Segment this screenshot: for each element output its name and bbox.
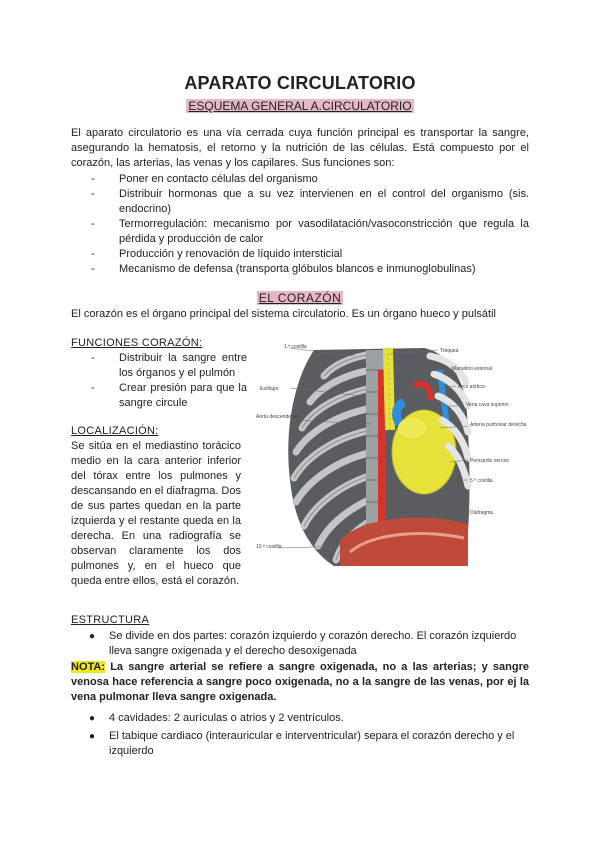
functions-list	[91, 172, 529, 277]
label-left-bottom: 10.ª costilla	[256, 544, 282, 550]
label-left-top: 1.ª costilla	[284, 344, 307, 350]
label-right7: 5.ª costilla	[470, 478, 493, 484]
heart-functions-list	[91, 351, 247, 411]
list-item: - Crear presión para que la sangre circule	[91, 382, 247, 409]
page-title: APARATO CIRCULATORIO	[184, 73, 416, 93]
list-item: - Poner en contacto células del organismo	[91, 173, 318, 185]
list-item: ● 4 cavidades: 2 aurículas o atrios y 2 ventrículos.	[89, 712, 344, 724]
note-text: La sangre arterial se refiere a sangre oxigenada, no a las arterias; y sangre venosa hace referencia a sangre poco oxigenada, no a la sangre de las venas, por ej la vena pulmonar lleva sangre oxigenada.	[71, 661, 529, 703]
label-left-mid1: Esófago	[260, 386, 279, 392]
structure-heading: ESTRUCTURA	[71, 614, 150, 626]
label-right8: Diafragma	[470, 510, 494, 516]
thorax-illustration-svg	[254, 340, 536, 572]
structure-list-1	[89, 629, 529, 659]
thorax-heart-illustration	[254, 340, 536, 572]
label-left-mid2: Aorta descendente	[256, 414, 298, 420]
heart-heading: EL CORAZÓN	[258, 291, 342, 305]
intro-paragraph: El aparato circulatorio es una vía cerrada cuya función principal es transportar la sangre, asegurando la hematosis, el retorno y la nutrición de las células. Está compuesto por el corazón, las arterias, las venas y los capilares. Sus funciones son:	[71, 127, 529, 169]
list-item: - Distribuir hormonas que a su vez intervienen en el control del organismo (sis. endocrino)	[91, 188, 529, 215]
label-right6: Pericardio seroso	[470, 458, 509, 464]
list-item: ● Se divide en dos partes: corazón izquierdo y corazón derecho. El corazón izquierdo lleva sangre oxigenada y el derecho desoxigenada	[89, 630, 517, 657]
location-heading: LOCALIZACIÓN:	[71, 425, 159, 437]
heart-intro: El corazón es el órgano principal del sistema circulatorio. Es un órgano hueco y pulsátil	[71, 308, 496, 320]
note-label: NOTA:	[71, 661, 106, 673]
structure-list-2	[89, 711, 529, 759]
list-item: - Mecanismo de defensa (transporta glóbulos blancos e inmunoglobulinas)	[91, 263, 476, 275]
label-right3: Arco aórtico	[458, 384, 485, 390]
list-item: - Termorregulación: mecanismo por vasodilatación/vasoconstricción que regula la pérdida y producción de calor	[91, 218, 529, 245]
list-item: - Distribuir la sangre entre los órganos y el pulmón	[91, 352, 247, 379]
section-subtitle	[0, 99, 600, 113]
label-right1: Tráquea	[440, 348, 459, 354]
label-right5: Arteria pulmonar derecha	[470, 422, 527, 428]
note-paragraph	[71, 660, 529, 705]
subtitle-text: ESQUEMA GENERAL A.CIRCULATORIO	[188, 99, 412, 113]
label-right4: Vena cava superior	[466, 402, 509, 408]
list-item: - Producción y renovación de líquido intersticial	[91, 248, 343, 260]
label-right2: Manubrio esternal	[452, 366, 493, 372]
list-item: ● El tabique cardiaco (interauricular e interventricular) separa el corazón derecho y el izquierdo	[89, 730, 515, 757]
heart-functions-heading: FUNCIONES CORAZÓN:	[71, 337, 203, 349]
location-paragraph: Se sitúa en el mediastino torácico medio en la cara anterior inferior del tórax entre los pulmones y descansando en el diafragma. Dos de sus partes quedan en la parte izquierda y el restante queda en la derecha. En una radiografía se observan claramente los dos pulmones y, en el hueco que queda entre ellos, está el corazón.	[71, 440, 241, 587]
